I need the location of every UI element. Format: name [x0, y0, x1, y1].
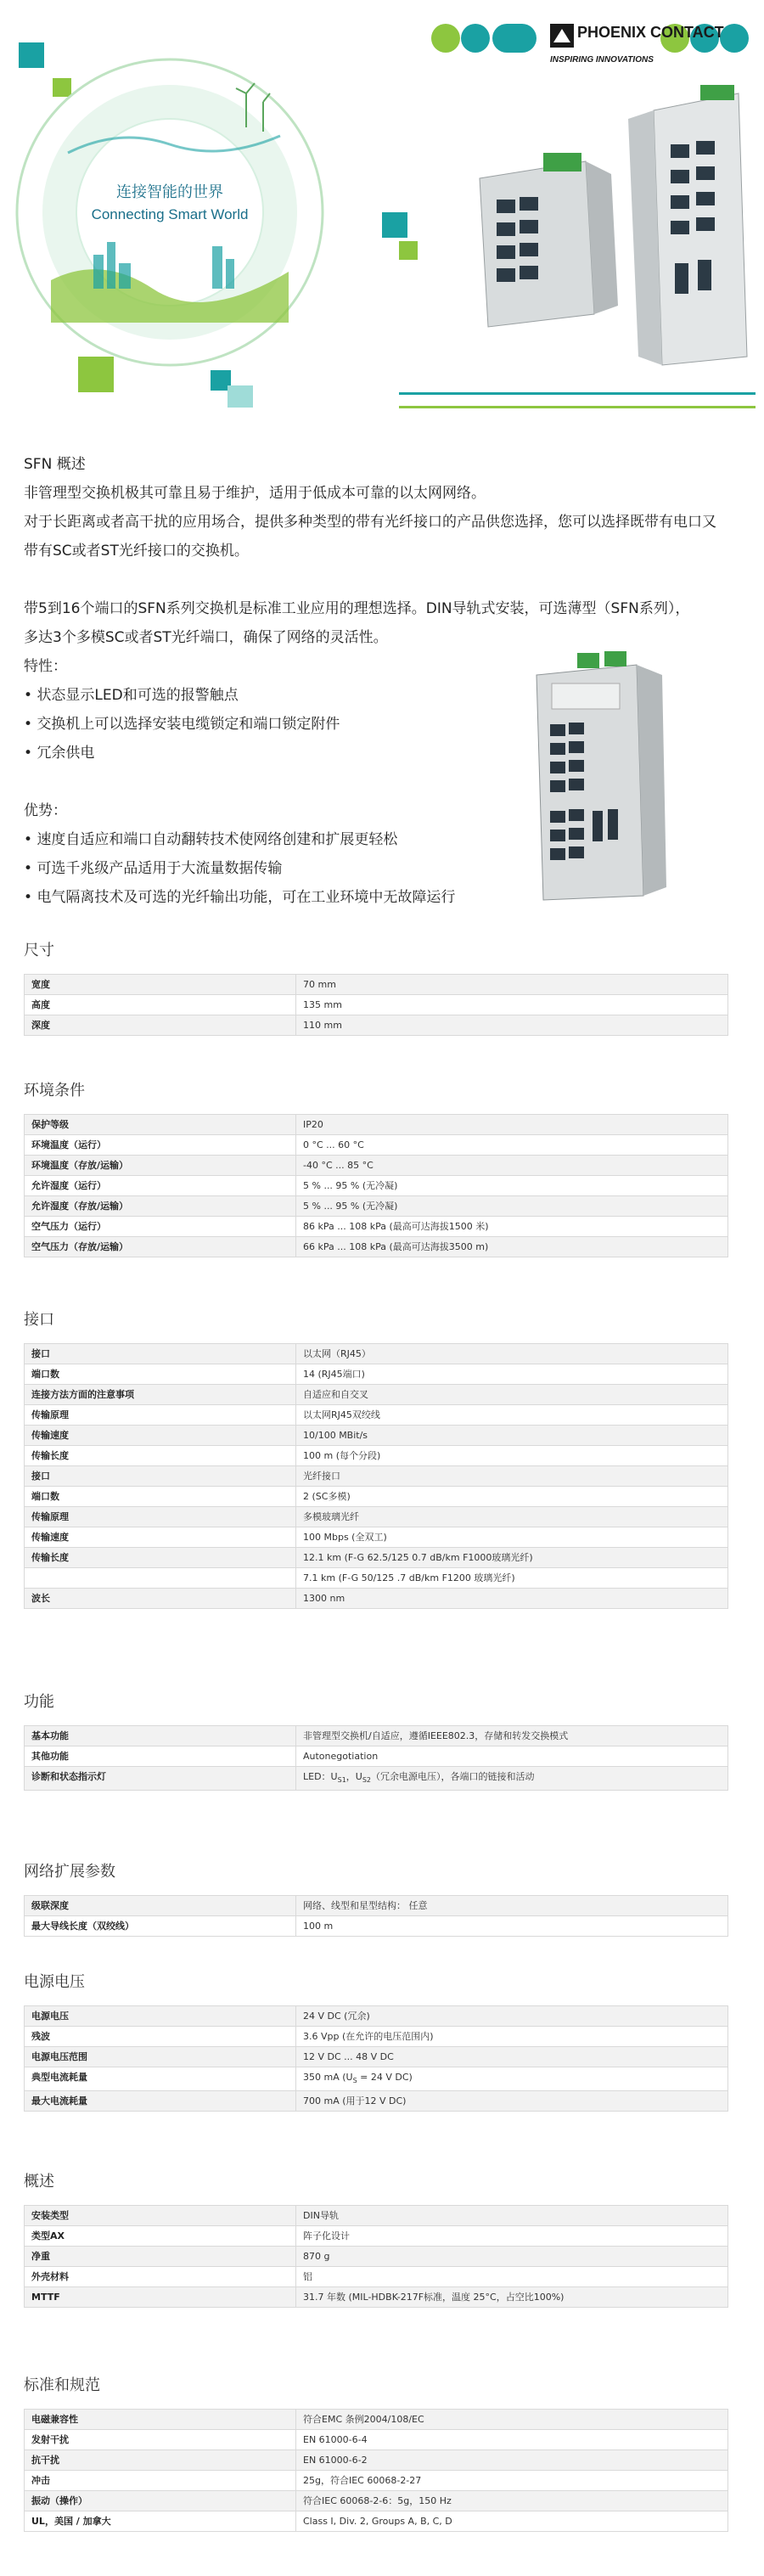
intro-heading: SFN 概述 [24, 456, 86, 473]
spec-value: 5 % ... 95 % (无冷凝) [296, 1176, 728, 1196]
spec-value: 自适应和自交叉 [296, 1385, 728, 1405]
spec-key: 传输长度 [25, 1446, 296, 1466]
spec-table [24, 1343, 728, 1609]
spec-key: 端口数 [25, 1487, 296, 1507]
table-row [25, 1217, 728, 1237]
table-row [25, 1156, 728, 1176]
intro-line: 带有SC或者ST光纤接口的交换机。 [24, 543, 249, 560]
spec-key: 其他功能 [25, 1746, 296, 1767]
table-row [25, 1135, 728, 1156]
spec-value: EN 61000-6-2 [296, 2450, 728, 2471]
spec-table [24, 2205, 728, 2308]
deco-square [382, 212, 407, 238]
spec-value-part: 350 mA (U [303, 2072, 353, 2083]
table-row [25, 1196, 728, 1217]
spec-value: 2 (SC多模) [296, 1487, 728, 1507]
spec-key: UL，美国 / 加拿大 [25, 2511, 296, 2532]
spec-key: 端口数 [25, 1364, 296, 1385]
spec-key: 空气压力（存放/运输） [25, 1237, 296, 1257]
table-row [25, 2267, 728, 2287]
spec-value: 以太网RJ45双绞线 [296, 1405, 728, 1426]
spec-key: 接口 [25, 1466, 296, 1487]
spec-key: 电源电压范围 [25, 2047, 296, 2067]
features-title: 特性： [24, 658, 67, 675]
table-row [25, 1405, 728, 1426]
table-row [25, 1237, 728, 1257]
section-title: 环境条件 [24, 1082, 85, 1100]
section-general [24, 2169, 728, 2308]
spec-value: 100 Mbps (全双工) [296, 1527, 728, 1548]
brand-logo-text: PHOENIX CONTACT [577, 24, 724, 41]
spec-table [24, 974, 728, 1036]
table-row [25, 2027, 728, 2047]
spec-value [296, 1767, 728, 1791]
deco-circle [431, 24, 460, 53]
spec-value-subscript: S [352, 2077, 357, 2085]
spec-value: 0 °C ... 60 °C [296, 1135, 728, 1156]
table-row [25, 2450, 728, 2471]
spec-value: 5 % ... 95 % (无冷凝) [296, 1196, 728, 1217]
spec-key: 最大导线长度（双绞线） [25, 1916, 296, 1937]
deco-circle [720, 24, 749, 53]
table-row [25, 1176, 728, 1196]
spec-key: 类型AX [25, 2226, 296, 2247]
switch-product-photo [526, 650, 671, 904]
spec-key: 深度 [25, 1015, 296, 1036]
deco-square [399, 241, 418, 260]
table-row [25, 1344, 728, 1364]
spec-key: 传输长度 [25, 1548, 296, 1568]
hero-title-cn: 连接智能的世界 [116, 183, 223, 201]
advantage-item: • 电气隔离技术及可选的光纤输出功能，可在工业环境中无故障运行 [24, 883, 754, 912]
spec-value: 24 V DC (冗余) [296, 2006, 728, 2027]
feature-item: • 冗余供电 [24, 739, 754, 768]
deco-circle [461, 24, 490, 53]
spec-value: 以太网（RJ45） [296, 1344, 728, 1364]
section-title: 电源电压 [24, 1973, 85, 1991]
spec-value: 符合EMC 条例2004/108/EC [296, 2410, 728, 2430]
section-interfaces [24, 1308, 728, 1609]
spec-key: MTTF [25, 2287, 296, 2308]
table-row [25, 1015, 728, 1036]
spec-key: 空气压力（运行） [25, 1217, 296, 1237]
spec-key: 级联深度 [25, 1896, 296, 1916]
spec-value: DIN导轨 [296, 2206, 728, 2226]
spec-key: 环境温度（存放/运输） [25, 1156, 296, 1176]
switch-product-image [480, 153, 618, 327]
spec-key: 连接方法方面的注意事项 [25, 1385, 296, 1405]
spec-key: 传输速度 [25, 1527, 296, 1548]
spec-value: -40 °C ... 85 °C [296, 1156, 728, 1176]
table-row [25, 1726, 728, 1746]
hero-banner [0, 0, 764, 425]
spec-key: 保护等级 [25, 1115, 296, 1135]
advantages-title: 优势： [24, 802, 67, 819]
table-row [25, 1548, 728, 1568]
spec-value: 铝 [296, 2267, 728, 2287]
spec-value: 1300 nm [296, 1589, 728, 1609]
deco-bar [399, 406, 756, 408]
spec-key: 传输原理 [25, 1507, 296, 1527]
spec-value: 阵子化设计 [296, 2226, 728, 2247]
advantage-item: • 可选千兆级产品适用于大流量数据传输 [24, 854, 754, 883]
spec-value: 多模玻璃光纤 [296, 1507, 728, 1527]
spec-value: 网络、线型和星型结构： 任意 [296, 1896, 728, 1916]
spec-value: 86 kPa ... 108 kPa (最高可达海拔1500 米) [296, 1217, 728, 1237]
intro-line: 非管理型交换机极其可靠且易于维护，适用于低成本可靠的以太网网络。 [24, 485, 486, 502]
deco-square [228, 385, 253, 408]
spec-table [24, 1895, 728, 1937]
intro-line: 对于长距离或者高干扰的应用场合，提供多种类型的带有光纤接口的产品供您选择，您可以选择既带有电口又 [24, 514, 716, 531]
spec-value: 光纤接口 [296, 1466, 728, 1487]
spec-value: 3.6 Vpp (在允许的电压范围内) [296, 2027, 728, 2047]
table-row [25, 2067, 728, 2091]
table-row [25, 2287, 728, 2308]
deco-square [78, 357, 114, 392]
spec-key: 允许湿度（存放/运输） [25, 1196, 296, 1217]
spec-table [24, 2409, 728, 2532]
table-row [25, 1487, 728, 1507]
spec-value: 非管理型交换机/自适应，遵循IEEE802.3，存储和转发交换模式 [296, 1726, 728, 1746]
spec-key: 净重 [25, 2247, 296, 2267]
table-row [25, 1767, 728, 1791]
spec-value: 700 mA (用于12 V DC) [296, 2091, 728, 2112]
spec-key: 典型电流耗量 [25, 2067, 296, 2091]
spec-value: 870 g [296, 2247, 728, 2267]
intro-line: 带5到16个端口的SFN系列交换机是标准工业应用的理想选择。DIN导轨式安装，可选薄型（SFN系列）， [24, 600, 690, 617]
intro-line [24, 565, 754, 594]
spec-value: 符合IEC 60068-2-6：5g，150 Hz [296, 2491, 728, 2511]
spec-value-part: LED：U [303, 1771, 338, 1782]
deco-bar [399, 392, 756, 395]
table-row [25, 2410, 728, 2430]
spec-key: 发射干扰 [25, 2430, 296, 2450]
spec-key: 波长 [25, 1589, 296, 1609]
table-row [25, 1385, 728, 1405]
table-row [25, 1589, 728, 1609]
spec-key: 抗干扰 [25, 2450, 296, 2471]
spec-value: 66 kPa ... 108 kPa (最高可达海拔3500 m) [296, 1237, 728, 1257]
spec-key [25, 1568, 296, 1589]
spec-value: Autonegotiation [296, 1746, 728, 1767]
spec-value: 110 mm [296, 1015, 728, 1036]
brand-tagline: INSPIRING INNOVATIONS [550, 55, 654, 65]
hero-title-en: Connecting Smart World [91, 206, 249, 222]
hero-illustration [0, 0, 764, 425]
feature-item: • 状态显示LED和可选的报警触点 [24, 681, 754, 710]
feature-item: • 交换机上可以选择安装电缆锁定和端口锁定附件 [24, 710, 754, 739]
table-row [25, 1916, 728, 1937]
table-row [25, 1527, 728, 1548]
section-environment [24, 1078, 728, 1257]
deco-square [19, 42, 44, 68]
spec-key: 电源电压 [25, 2006, 296, 2027]
spec-value [296, 2067, 728, 2091]
table-row [25, 995, 728, 1015]
spec-value-subscript: S2 [362, 1776, 372, 1785]
spec-value-part: = 24 V DC) [357, 2072, 413, 2083]
spec-table [24, 1725, 728, 1791]
section-network [24, 1859, 728, 1937]
advantage-item: • 速度自适应和端口自动翻转技术使网络创建和扩展更轻松 [24, 825, 754, 854]
spec-value: 10/100 MBit/s [296, 1426, 728, 1446]
spec-key: 最大电流耗量 [25, 2091, 296, 2112]
section-title: 功能 [24, 1693, 54, 1711]
spec-key: 振动（操作） [25, 2491, 296, 2511]
spec-key: 宽度 [25, 975, 296, 995]
spec-table [24, 1114, 728, 1257]
section-title: 网络扩展参数 [24, 1863, 115, 1881]
table-row [25, 2430, 728, 2450]
table-row [25, 2047, 728, 2067]
section-power [24, 1970, 728, 2112]
table-row [25, 1115, 728, 1135]
table-row [25, 2091, 728, 2112]
section-title: 概述 [24, 2173, 54, 2191]
table-row [25, 2471, 728, 2491]
spec-value: 12 V DC ... 48 V DC [296, 2047, 728, 2067]
spec-value-subscript: S1 [337, 1776, 346, 1785]
deco-pill [492, 24, 536, 53]
spec-value: 7.1 km (F-G 50/125 .7 dB/km F1200 玻璃光纤) [296, 1568, 728, 1589]
section-standards [24, 2373, 728, 2532]
spec-value: 12.1 km (F-G 62.5/125 0.7 dB/km F1000玻璃光纤) [296, 1548, 728, 1568]
table-row [25, 1896, 728, 1916]
intro-line: 多达3个多模SC或者ST光纤端口，确保了网络的灵活性。 [24, 629, 388, 646]
table-row [25, 2511, 728, 2532]
spec-key: 环境温度（运行） [25, 1135, 296, 1156]
table-row [25, 1507, 728, 1527]
spec-key: 传输原理 [25, 1405, 296, 1426]
table-row [25, 975, 728, 995]
spec-value: 25g，符合IEC 60068-2-27 [296, 2471, 728, 2491]
spec-key: 外壳材料 [25, 2267, 296, 2287]
spec-table [24, 2005, 728, 2112]
spec-value-part: ，U [345, 1771, 362, 1782]
table-row [25, 2006, 728, 2027]
spec-value: EN 61000-6-4 [296, 2430, 728, 2450]
section-title: 标准和规范 [24, 2376, 100, 2394]
spec-key: 接口 [25, 1344, 296, 1364]
spec-key: 基本功能 [25, 1726, 296, 1746]
spec-value-part: （冗余电源电压），各端口的链接和活动 [371, 1771, 535, 1782]
section-title: 接口 [24, 1311, 54, 1329]
table-row [25, 1746, 728, 1767]
spec-key: 允许湿度（运行） [25, 1176, 296, 1196]
section-dimensions [24, 938, 728, 1036]
spec-key: 电磁兼容性 [25, 2410, 296, 2430]
switch-product-image [628, 85, 747, 365]
table-row [25, 2206, 728, 2226]
spec-key: 高度 [25, 995, 296, 1015]
spec-value: 14 (RJ45端口) [296, 1364, 728, 1385]
spec-key: 残波 [25, 2027, 296, 2047]
spec-value: 31.7 年数 (MIL-HDBK-217F标准，温度 25°C，占空比100%) [296, 2287, 728, 2308]
spec-value: 100 m (每个分段) [296, 1446, 728, 1466]
table-row [25, 1446, 728, 1466]
spec-key: 诊断和状态指示灯 [25, 1767, 296, 1791]
section-functions [24, 1690, 728, 1791]
table-row [25, 2247, 728, 2267]
spec-key: 安装类型 [25, 2206, 296, 2226]
spec-value: 135 mm [296, 995, 728, 1015]
table-row [25, 1426, 728, 1446]
spec-key: 传输速度 [25, 1426, 296, 1446]
spec-value: 70 mm [296, 975, 728, 995]
deco-square [53, 78, 71, 97]
spec-value: Class I, Div. 2, Groups A, B, C, D [296, 2511, 728, 2532]
table-row [25, 2491, 728, 2511]
table-row [25, 1466, 728, 1487]
table-row [25, 1364, 728, 1385]
spec-key: 冲击 [25, 2471, 296, 2491]
table-row [25, 2226, 728, 2247]
spec-value: 100 m [296, 1916, 728, 1937]
spec-value: IP20 [296, 1115, 728, 1135]
table-row [25, 1568, 728, 1589]
section-title: 尺寸 [24, 942, 54, 959]
